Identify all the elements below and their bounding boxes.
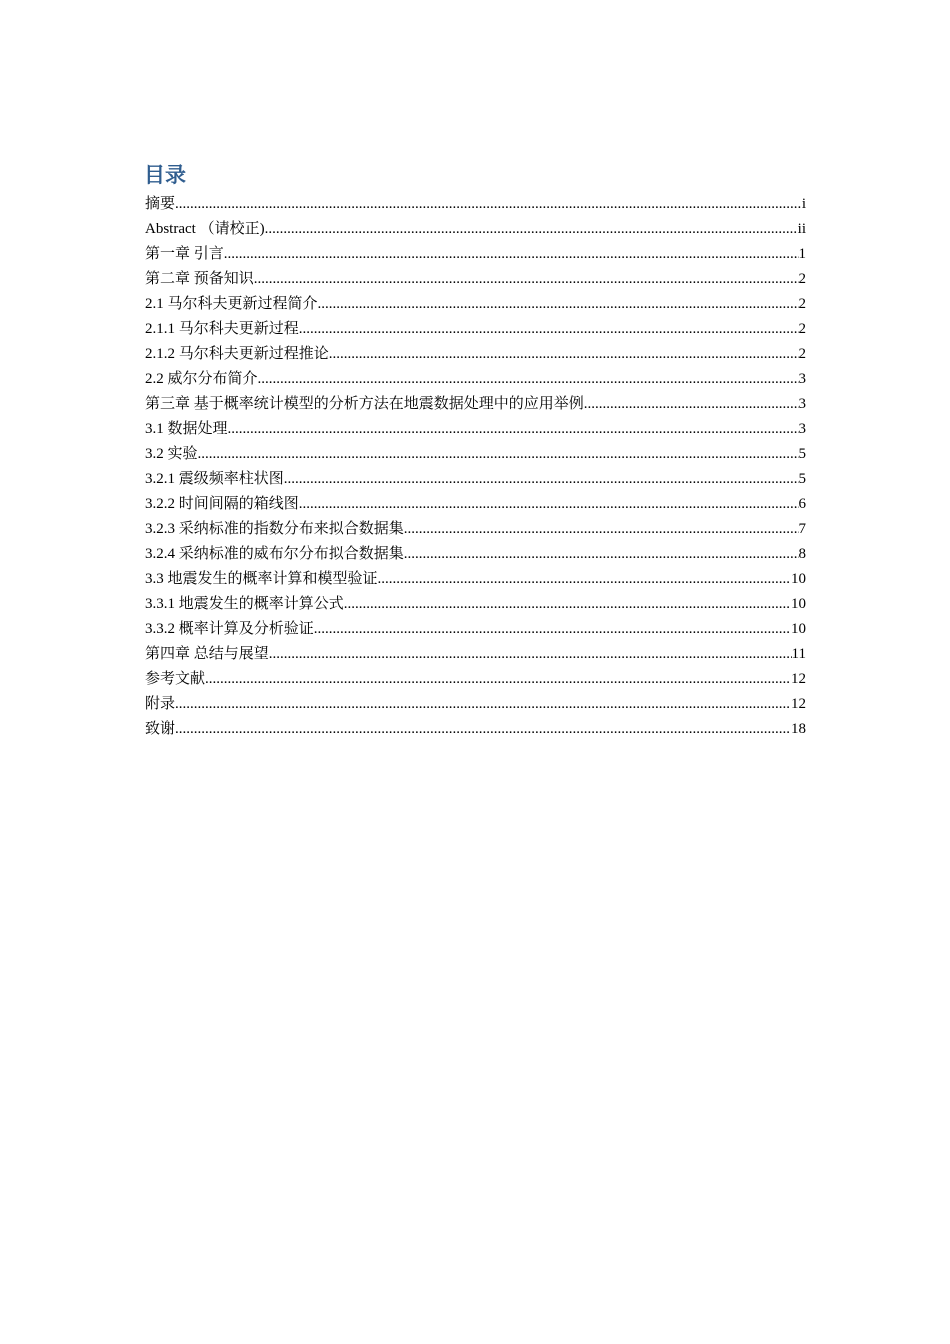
toc-entry-page: ii — [797, 221, 806, 237]
toc-entry-page: 2 — [798, 271, 806, 287]
toc-dot-leader — [378, 567, 791, 592]
toc-dot-leader — [314, 617, 791, 642]
toc-entry-section-2-2[interactable] — [145, 367, 806, 392]
toc-entry-page: 12 — [791, 671, 806, 687]
toc-dot-leader — [344, 592, 791, 617]
toc-entry-section-3-1[interactable] — [145, 417, 806, 442]
toc-entry-chapter-3[interactable] — [145, 392, 806, 417]
toc-dot-leader — [269, 642, 792, 667]
toc-entry-label: 第二章 预备知识 — [145, 271, 254, 287]
toc-entry-label: 3.1 数据处理 — [145, 421, 228, 437]
toc-entry-section-2-1-1[interactable] — [145, 317, 806, 342]
toc-entry-section-3-2-4[interactable] — [145, 542, 806, 567]
toc-dot-leader — [258, 367, 799, 392]
toc-entry-chapter-4[interactable] — [145, 642, 806, 667]
toc-dot-leader — [224, 242, 799, 267]
toc-entry-section-2-1-2[interactable] — [145, 342, 806, 367]
toc-entry-page: 7 — [798, 521, 806, 537]
toc-entry-label: 3.3.1 地震发生的概率计算公式 — [145, 596, 344, 612]
toc-dot-leader — [299, 317, 799, 342]
toc-entry-label: 3.2.1 震级频率柱状图 — [145, 471, 284, 487]
toc-entry-page: 18 — [791, 721, 806, 737]
toc-entry-page: 5 — [798, 446, 806, 462]
toc-entry-page: 3 — [798, 371, 806, 387]
toc-entry-appendix[interactable] — [145, 692, 806, 717]
toc-dot-leader — [175, 692, 791, 717]
toc-entry-page: 2 — [798, 296, 806, 312]
toc-entry-acknowledgements[interactable] — [145, 717, 806, 742]
toc-dot-leader — [228, 417, 799, 442]
table-of-contents — [145, 160, 806, 742]
toc-entry-page: 2 — [798, 346, 806, 362]
toc-entry-page: 3 — [798, 396, 806, 412]
toc-entry-page: 3 — [798, 421, 806, 437]
toc-entry-label: 3.3.2 概率计算及分析验证 — [145, 621, 314, 637]
toc-entry-section-3-3[interactable] — [145, 567, 806, 592]
toc-entry-label: 第三章 基于概率统计模型的分析方法在地震数据处理中的应用举例 — [145, 396, 584, 412]
toc-entry-label: 2.2 威尔分布简介 — [145, 371, 258, 387]
toc-entry-label: 附录 — [145, 696, 176, 712]
toc-entry-page: 12 — [791, 696, 806, 712]
toc-entry-label: 参考文献 — [145, 671, 206, 687]
toc-dot-leader — [175, 717, 791, 742]
toc-dot-leader — [175, 192, 802, 217]
toc-entry-page: 10 — [791, 571, 806, 587]
toc-entry-label: 3.3 地震发生的概率计算和模型验证 — [145, 571, 378, 587]
toc-entry-label: 2.1 马尔科夫更新过程简介 — [145, 296, 318, 312]
toc-entry-label: 第一章 引言 — [145, 246, 224, 262]
toc-entry-label: 3.2 实验 — [145, 446, 198, 462]
toc-entry-page: 10 — [791, 596, 806, 612]
toc-title: 目录 — [144, 163, 186, 187]
toc-entry-section-3-2-2[interactable] — [145, 492, 806, 517]
toc-dot-leader — [254, 267, 799, 292]
toc-entry-label: Abstract （请校正) — [145, 221, 265, 237]
toc-entry-page: i — [801, 196, 806, 212]
toc-entry-section-3-2-1[interactable] — [145, 467, 806, 492]
toc-entry-chapter-1[interactable] — [145, 242, 806, 267]
toc-entry-abstract-cn[interactable] — [145, 192, 806, 217]
toc-dot-leader — [284, 467, 799, 492]
toc-entry-page: 6 — [798, 496, 806, 512]
toc-dot-leader — [299, 492, 799, 517]
toc-entry-label: 第四章 总结与展望 — [145, 646, 269, 662]
toc-entry-page: 2 — [798, 321, 806, 337]
toc-entry-label: 2.1.2 马尔科夫更新过程推论 — [145, 346, 329, 362]
toc-entry-section-3-2[interactable] — [145, 442, 806, 467]
toc-dot-leader — [404, 542, 799, 567]
toc-entry-label: 致谢 — [145, 721, 176, 737]
toc-dot-leader — [329, 342, 799, 367]
toc-entry-references[interactable] — [145, 667, 806, 692]
toc-entry-page: 10 — [791, 621, 806, 637]
toc-dot-leader — [205, 667, 791, 692]
toc-entry-abstract-en[interactable] — [145, 217, 806, 242]
toc-entry-label: 2.1.1 马尔科夫更新过程 — [145, 321, 299, 337]
toc-entry-section-3-3-2[interactable] — [145, 617, 806, 642]
toc-entry-label: 3.2.4 采纳标准的威布尔分布拟合数据集 — [145, 546, 404, 562]
toc-entry-label: 3.2.3 采纳标准的指数分布来拟合数据集 — [145, 521, 404, 537]
toc-list — [145, 192, 806, 742]
toc-entry-page: 11 — [791, 646, 806, 662]
toc-entry-section-3-3-1[interactable] — [145, 592, 806, 617]
toc-dot-leader — [318, 292, 799, 317]
toc-dot-leader — [265, 217, 798, 242]
toc-entry-page: 5 — [798, 471, 806, 487]
toc-entry-label: 3.2.2 时间间隔的箱线图 — [145, 496, 299, 512]
toc-dot-leader — [584, 392, 799, 417]
toc-dot-leader — [198, 442, 799, 467]
toc-entry-chapter-2[interactable] — [145, 267, 806, 292]
toc-entry-page: 8 — [798, 546, 806, 562]
toc-dot-leader — [404, 517, 799, 542]
toc-entry-page: 1 — [798, 246, 806, 262]
toc-entry-section-2-1[interactable] — [145, 292, 806, 317]
toc-entry-section-3-2-3[interactable] — [145, 517, 806, 542]
toc-entry-label: 摘要 — [145, 196, 176, 212]
